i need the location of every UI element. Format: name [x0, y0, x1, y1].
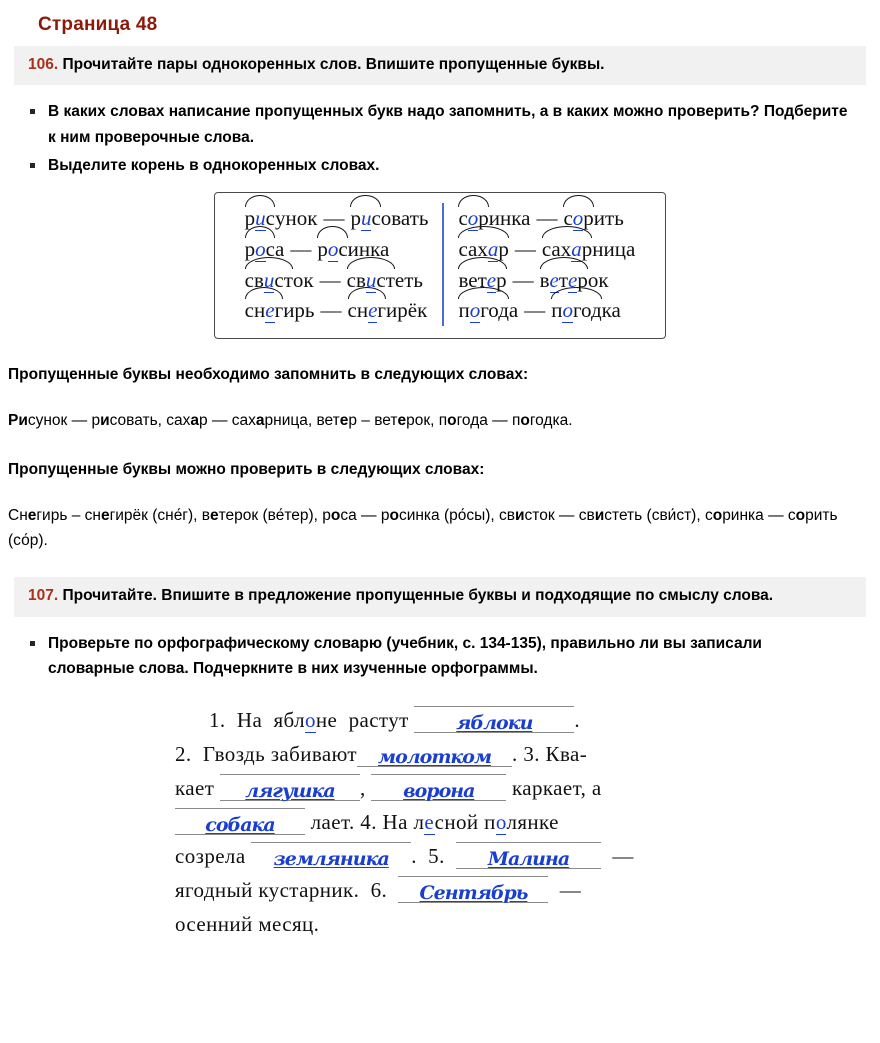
sentence-text: ягодный кустарник.: [175, 877, 360, 902]
root-letters: с: [265, 205, 275, 230]
root-letters: р: [317, 236, 328, 261]
answer-text-run: р – вет: [348, 412, 398, 430]
root-letters: с: [338, 236, 348, 261]
root-letters: р: [244, 236, 256, 261]
inserted-letter: о: [562, 298, 573, 323]
word-pairs-right-column: [444, 203, 649, 326]
pair-dash: —: [536, 205, 558, 230]
sentence-text: л: [413, 809, 425, 834]
root-letters: сн: [244, 298, 266, 323]
handwritten-answer: Сентябрь: [419, 881, 528, 904]
word-ending: а: [275, 236, 285, 261]
sentence-text: .: [574, 707, 581, 732]
sentence-line-2: [175, 737, 705, 771]
root-letters: р: [581, 236, 593, 261]
root-marker: [317, 234, 347, 265]
answer-blank[interactable]: [414, 706, 574, 733]
highlighted-letter: о: [447, 412, 457, 430]
highlighted-letter: о: [389, 506, 399, 524]
sentence-text: сной: [434, 809, 479, 834]
pair-dash: —: [323, 205, 345, 230]
sentence-line-6: [175, 873, 705, 907]
answer-text-run: сток — св: [524, 506, 595, 524]
bullet-item: Выделите корень в однокоренных словах.: [26, 153, 850, 178]
handwritten-answer: ворона: [403, 779, 475, 802]
pair-dash: —: [290, 236, 312, 261]
inserted-letter: е: [549, 267, 559, 292]
sentence-text: .: [512, 741, 518, 766]
handwritten-answer: лягушка: [245, 779, 335, 802]
answer-text-1: [0, 408, 880, 433]
word-ending: ка: [601, 298, 621, 323]
sentence-text: На: [382, 809, 408, 834]
sentence-number: 5.: [428, 843, 445, 868]
answer-blank[interactable]: [357, 741, 512, 767]
handwritten-answer: яблоки: [456, 711, 533, 734]
task-header-106: [14, 46, 866, 85]
handwritten-answer: Малина: [487, 847, 570, 870]
sentence-text: не: [315, 707, 338, 732]
word-ending: инка: [488, 205, 531, 230]
root-letters: ст: [274, 267, 293, 292]
highlighted-letter: и: [100, 412, 110, 430]
inserted-letter: о: [469, 298, 481, 323]
sentence-text: ябл: [273, 707, 305, 732]
sentence-text: п: [484, 809, 496, 834]
inserted-letter: и: [255, 205, 266, 230]
sentence-dash: —: [559, 877, 582, 902]
answer-text-run: года — п: [456, 412, 521, 430]
highlighted-letter: е: [209, 506, 219, 524]
root-marker: [551, 295, 601, 326]
word-ending: еть: [394, 267, 423, 292]
sentence-text: На: [236, 707, 263, 732]
answer-text-run: рить (со́р).: [8, 506, 838, 549]
sentence-line-3: [175, 771, 705, 805]
task-instruction-107: Прочитайте. Впишите в предложение пропущенные буквы и подходящие по смыслу слова.: [62, 587, 774, 605]
highlighted-letter: а: [255, 412, 265, 430]
root-letters: р: [496, 267, 507, 292]
inserted-letter: о: [255, 236, 266, 261]
sentence-dash: —: [612, 843, 634, 868]
task-number-106: 106.: [28, 56, 59, 73]
highlighted-letter: и: [18, 412, 28, 430]
handwritten-answer: собака: [205, 813, 275, 836]
task-number-107: 107.: [28, 587, 59, 605]
highlighted-letter: е: [100, 506, 110, 524]
answer-blank[interactable]: [371, 774, 506, 801]
sentence-text: .: [411, 843, 417, 868]
answer-text-run: са — р: [340, 506, 390, 524]
answer-blank[interactable]: [398, 876, 548, 903]
answer-blank[interactable]: [456, 842, 601, 869]
sentence-text: лает.: [310, 809, 355, 834]
answer-text-run: рница, вет: [264, 412, 340, 430]
inserted-letter: е: [486, 267, 497, 292]
sentence-text: Ква-: [545, 741, 588, 766]
answer-text-run: годка.: [529, 412, 573, 430]
inserted-letter: и: [360, 205, 372, 230]
word-pair-row: [458, 295, 635, 326]
inserted-letter: е: [568, 267, 578, 292]
answer-blank[interactable]: [251, 842, 411, 868]
inserted-letter: а: [487, 236, 499, 261]
word-pairs-box: [214, 192, 667, 339]
word-pairs-section: [0, 192, 880, 339]
highlighted-letter: и: [515, 506, 525, 524]
page-title: Страница 48: [38, 14, 158, 35]
task-header-107: [14, 577, 866, 616]
sentence-line-1: [175, 703, 705, 737]
pair-dash: —: [524, 298, 546, 323]
word-pairs-left-column: [231, 203, 445, 326]
root-letters: с: [563, 205, 573, 230]
word-pair-row: [245, 295, 429, 326]
highlighted-letter: о: [795, 506, 806, 524]
sentence-line-5: [175, 839, 705, 873]
root-letters: с: [371, 205, 381, 230]
sentence-text: Гвоздь забивают: [202, 741, 358, 766]
inserted-letter: е: [424, 809, 435, 834]
answer-blank[interactable]: [175, 808, 305, 835]
highlighted-letter: и: [594, 506, 605, 524]
root-letters: в: [539, 267, 550, 292]
sentence-text: лянке: [506, 809, 559, 834]
inserted-letter: о: [305, 707, 316, 732]
root-letters: р: [498, 236, 509, 261]
root-letters: т: [558, 267, 569, 292]
answer-text-run: Сн: [8, 506, 28, 524]
inserted-letter: и: [365, 267, 377, 292]
task-instruction-106: Прочитайте пары однокоренных слов. Впишите пропущенные буквы.: [62, 56, 605, 73]
root-letters: р: [583, 205, 594, 230]
answer-heading-2: Пропущенные буквы можно проверить в следующих словах:: [8, 460, 485, 478]
bullet-item: В каких словах написание пропущенных букв надо запомнить, а в каких можно проверить? Подберите к ним проверочные слова.: [26, 99, 850, 149]
root-letters: св: [244, 267, 264, 292]
sentence-text: осенний месяц.: [175, 911, 320, 936]
sentence-number: 6.: [370, 877, 388, 902]
root-letters: св: [346, 267, 366, 292]
root-letters: год: [572, 298, 602, 323]
word-ending: ирь: [283, 298, 315, 323]
sentence-line-4: [175, 805, 705, 839]
root-letters: ст: [376, 267, 395, 292]
sentence-text: каркает, а: [511, 775, 602, 800]
handwritten-answer: земляника: [273, 847, 389, 870]
answer-text-run: сунок — р: [27, 412, 101, 430]
root-letters: г: [274, 298, 284, 323]
bullet-item: Проверьте по орфографическому словарю (учебник, с. 134-135), правильно ли вы записали словарные слова. Подчеркните в них изученные орфограммы.: [26, 631, 850, 681]
root-letters: г: [377, 298, 387, 323]
root-letters: р: [577, 267, 588, 292]
word-ending: унок: [275, 205, 318, 230]
inserted-letter: о: [327, 236, 339, 261]
inserted-letter: е: [368, 298, 378, 323]
answer-text-2: [0, 503, 880, 553]
word-ending: ок: [292, 267, 314, 292]
answer-heading-1: Пропущенные буквы необходимо запомнить в следующих словах:: [8, 366, 529, 384]
pair-dash: —: [514, 236, 536, 261]
root-marker: [348, 295, 387, 326]
inserted-letter: и: [263, 267, 275, 292]
root-letters: сн: [347, 298, 369, 323]
word-ending: а: [508, 298, 519, 323]
word-ending: ок: [587, 267, 609, 292]
root-letters: р: [350, 205, 361, 230]
inserted-letter: а: [571, 236, 582, 261]
highlighted-letter: е: [339, 412, 349, 430]
word-ending: овать: [380, 205, 429, 230]
root-letters: год: [480, 298, 509, 323]
answer-text-run: гирь – сн: [36, 506, 101, 524]
sentence-exercise: [175, 703, 705, 941]
word-ending: ница: [592, 236, 636, 261]
answer-text-run: синка (ро́сы), св: [398, 506, 516, 524]
root-letters: сах: [541, 236, 572, 261]
root-marker: [350, 203, 380, 234]
root-letters: п: [458, 298, 470, 323]
sentence-text: созрела: [175, 843, 246, 868]
pair-dash: —: [320, 298, 342, 323]
highlighted-letter: Р: [8, 412, 19, 430]
root-letters: вет: [458, 267, 487, 292]
answer-text-run: совать, сах: [109, 412, 191, 430]
inserted-letter: о: [467, 205, 479, 230]
inserted-letter: е: [265, 298, 275, 323]
sentence-text: растут: [348, 707, 409, 732]
root-letters: с: [458, 205, 468, 230]
bullet-list-107: [0, 631, 880, 681]
answer-text-run: ринка — с: [722, 506, 796, 524]
inserted-letter: о: [495, 809, 507, 834]
root-letters: с: [265, 236, 275, 261]
highlighted-letter: о: [330, 506, 341, 524]
sentence-text: ,: [359, 775, 366, 800]
highlighted-letter: е: [27, 506, 37, 524]
sentence-number: 1.: [209, 707, 226, 732]
highlighted-letter: е: [397, 412, 407, 430]
highlighted-letter: о: [712, 506, 723, 524]
word-ending: ирёк: [386, 298, 428, 323]
root-marker: [458, 295, 508, 326]
answer-text-run: р — сах: [199, 412, 256, 430]
pair-dash: —: [319, 267, 341, 292]
answer-text-run: стеть (сви́ст), с: [604, 506, 713, 524]
sentence-line-7: [175, 907, 705, 941]
pair-dash: —: [512, 267, 534, 292]
sentence-number: 2.: [175, 741, 192, 766]
answer-text-run: гирёк (сне́г), в: [109, 506, 210, 524]
sentence-number: 3.: [523, 741, 540, 766]
highlighted-letter: о: [520, 412, 530, 430]
root-letters: сах: [458, 236, 488, 261]
sentence-exercise-section: [0, 703, 880, 941]
root-letters: р: [244, 205, 256, 230]
root-letters: р: [478, 205, 489, 230]
answer-text-run: рок, п: [406, 412, 448, 430]
highlighted-letter: а: [190, 412, 200, 430]
bullet-list-106: [0, 99, 880, 177]
root-letters: п: [551, 298, 563, 323]
sentence-text: кает: [175, 775, 215, 800]
sentence-number: 4.: [360, 809, 377, 834]
answer-blank[interactable]: [220, 774, 360, 801]
inserted-letter: о: [572, 205, 584, 230]
answer-text-run: терок (ве́тер), р: [218, 506, 331, 524]
word-ending: инка: [347, 236, 390, 261]
root-marker: [245, 295, 284, 326]
word-ending: ить: [593, 205, 624, 230]
handwritten-answer: молотком: [378, 745, 492, 768]
